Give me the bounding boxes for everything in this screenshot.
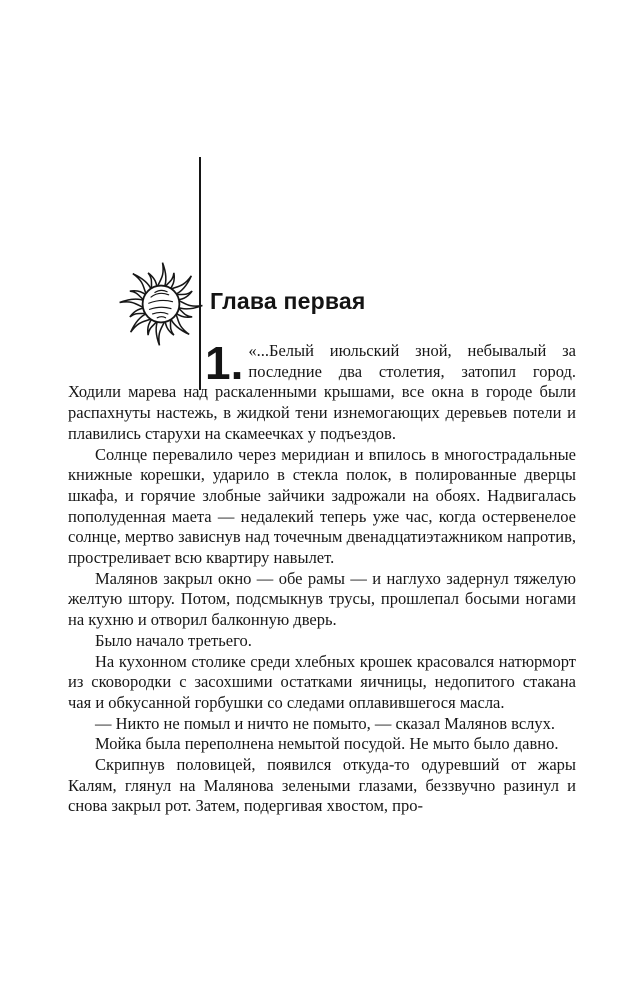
heading-indent-spacer <box>68 341 205 382</box>
body-text <box>68 337 576 817</box>
paragraph <box>68 337 576 445</box>
paragraph: Солнце перевалило через меридиан и впилось в многострадальные книжные корешки, ударило в стекла полок, в полированные дверцы шкафа, и горячие злобные зайчики задрожали на обоях. Надвигалась пополуденная маета — недалекий теперь уже час, когда остервенелое солнце, мертво зависнув над точечным двенадцатиэтажником напротив, простреливает всю квартиру навылет. <box>68 444 576 568</box>
paragraph-text: «...Белый июльский зной, небывалый за последние два столетия, затопил город. Ходили марева над раскаленными крышами, все окна в городе были распахнуты настежь, в жидкой тени изнемогающих деревьев потели и плавились старухи на скамеечках у подъездов. <box>68 341 576 443</box>
paragraph: Малянов закрыл окно — обе рамы — и наглухо задернул тяжелую желтую штору. Потом, подсмыкнув трусы, прошлепал босыми ногами на кухню и отворил балконную дверь. <box>68 568 576 630</box>
chapter-number-dropcap: 1. <box>205 337 244 389</box>
paragraph: — Никто не помыл и ничто не помыто, — сказал Малянов вслух. <box>95 713 556 733</box>
paragraph: Мойка была переполнена немытой посудой. Не мыто было давно. <box>95 734 559 754</box>
paragraph: Было начало третьего. <box>95 630 252 650</box>
paragraph: На кухонном столике среди хлебных крошек красовался натюрморт из сковородки с засохшими остатками яичницы, недопитого стакана чая и обкусанной горбушки со следами оплавившегося масла. <box>68 651 576 712</box>
paragraph: Скрипнув половицей, появился откуда-то одуревший от жары Калям, глянул на Малянова зелеными глазами, беззвучно разинул и снова закрыл рот. Затем, подергивая хвостом, про- <box>68 755 576 816</box>
chapter-title: Глава первая <box>210 288 366 314</box>
